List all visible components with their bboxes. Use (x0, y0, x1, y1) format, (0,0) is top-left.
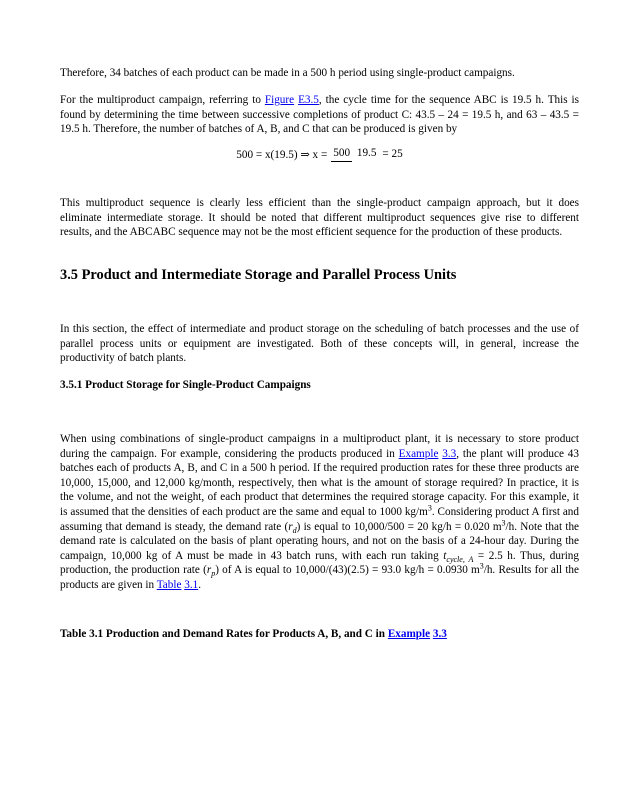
equation-batches (60, 146, 579, 162)
subscript-p: p (211, 569, 216, 579)
text-run: . (198, 578, 201, 591)
section-title: 3.5 Product and Intermediate Storage and Parallel Process Units (60, 267, 457, 283)
example-link[interactable]: Example (398, 447, 439, 460)
equation-denominator: 19.5 (356, 147, 377, 159)
paragraph-section-intro (60, 322, 579, 366)
superscript: 3 (501, 517, 506, 527)
caption-example-link[interactable]: Example (387, 628, 431, 640)
table-caption (60, 627, 579, 642)
table-number-link[interactable]: 3.1 (184, 578, 199, 591)
superscript: 3 (479, 561, 484, 571)
paragraph-product-storage (60, 432, 579, 593)
equation-numerator: 500 (331, 147, 352, 162)
caption-text: Table 3.1 Production and Demand Rates for Products A, B, and C in (60, 628, 388, 640)
text-run: , the cycle time for the sequence ABC is 19.5 h. This is found by determining the time between successive completions of product C: 43.5 – 24 = 19.5 h, and 63 – 43.5 = 19.5 h. Therefore, the number of batches of A, B, and C that can be produced is given by (60, 94, 580, 136)
paragraph-multiproduct-campaign (60, 93, 579, 137)
superscript: 3 (427, 503, 432, 513)
subsection-title: 3.5.1 Product Storage for Single-Product Campaigns (60, 379, 311, 391)
text-run: ) of A is equal to 10,000/(43)(2.5) = 93.0 kg/h = 0.0930 m (215, 564, 480, 577)
text-run: , the plant will produce 43 batches each of products A, B, and C in a 500 h period. If the required production rates for these three products are 10,000, 15,000, and 12,000 kg/month, respectively, then what is the amount of storage required? In practice, it is the volume, and not the weight, of each product that determines the required storage capacity. For this example, it is assumed that the densities of each product are the same and equal to 1000 kg/m (60, 447, 579, 518)
subscript-d: d (292, 525, 297, 535)
figure-number-link[interactable]: E3.5 (298, 94, 319, 106)
table-link[interactable]: Table (156, 578, 182, 591)
caption-example-number-link[interactable]: 3.3 (432, 628, 447, 640)
text-run: /h. Note that the demand rate is calculated on the basis of plant operating hours, and not on the basis of a 24-hour day. During the campaign, 10,000 kg of A must be made in 43 batch runs, with each run taking (60, 520, 579, 562)
equation-lhs: 500 = x(19.5) ⇒ x = (236, 148, 328, 161)
symbol-r: r (288, 520, 293, 533)
equation-fraction (331, 146, 378, 162)
paragraph-text: This multiproduct sequence is clearly less efficient than the single-product campaign approach, but it does eliminate intermediate storage. It should be noted that different multiproduct sequences give rise to different results, and the ABCABC sequence may not be the most efficient sequence for the production of these products. (60, 197, 579, 239)
paragraph-text: Therefore, 34 batches of each product can be made in a 500 h period using single-product campaigns. (60, 67, 515, 79)
paragraph-batches-conclusion (60, 66, 579, 81)
symbol-t: t (443, 549, 447, 562)
text-run: For the multiproduct campaign, referring to (60, 94, 265, 106)
symbol-r: r (206, 564, 212, 577)
text-run: ) is equal to 10,000/500 = 20 kg/h = 0.020 m (296, 520, 502, 533)
text-run: /h. Results for all the products are given in (60, 564, 579, 591)
subscript-cycle: cycle, A (446, 554, 474, 564)
figure-link[interactable]: Figure (264, 94, 295, 106)
equation-rhs: = 25 (382, 148, 403, 160)
text-run: = 2.5 h. Thus, during production, the production rate ( (60, 549, 579, 577)
example-number-link[interactable]: 3.3 (442, 447, 457, 460)
paragraph-text: In this section, the effect of intermediate and product storage on the scheduling of batch processes and the use of parallel process units or equipment are investigated. Both of these concepts will, in general, increase the productivity of batch plants. (60, 323, 579, 365)
section-heading (60, 266, 579, 284)
text-run: . Considering product A first and assuming that demand is steady, the demand rate ( (60, 505, 579, 533)
text-run: When using combinations of single-product campaigns in a multiproduct plant, it is necessary to store product during the campaign. For example, considering the products produced in (60, 433, 579, 460)
subsection-heading (60, 378, 579, 393)
paragraph-efficiency (60, 196, 579, 240)
